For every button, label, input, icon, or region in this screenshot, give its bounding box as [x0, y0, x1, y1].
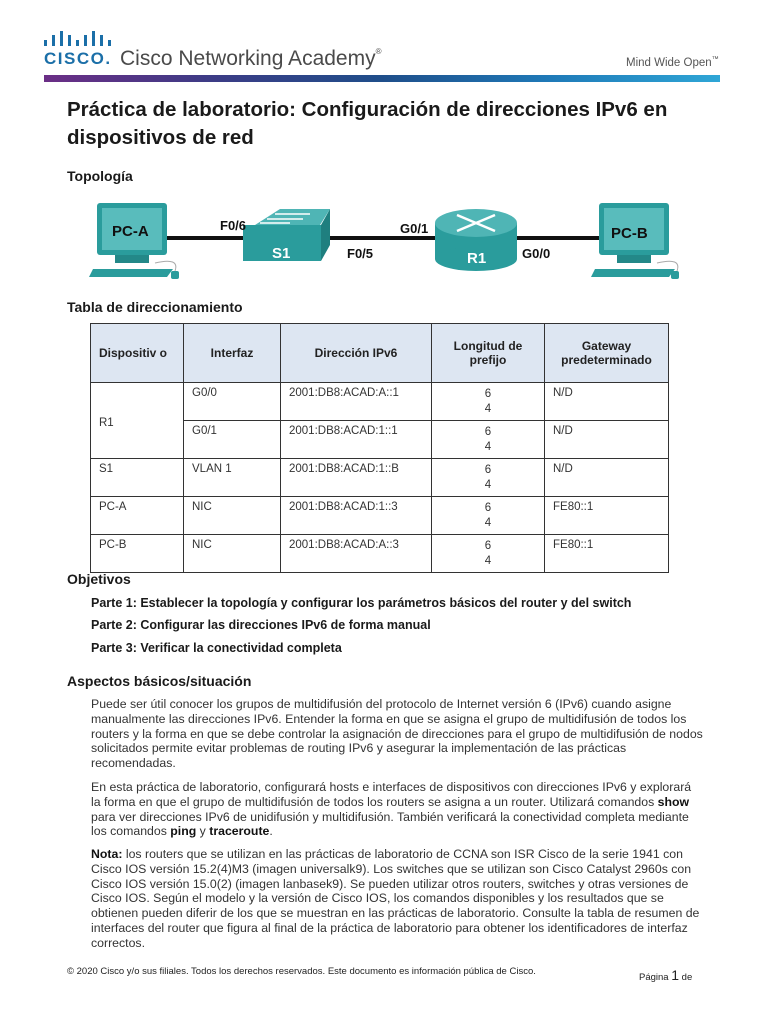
cell-device: R1: [91, 383, 184, 459]
header-gradient-bar: [44, 75, 720, 82]
cell-gateway: FE80::1: [545, 535, 669, 573]
col-device: Dispositiv o: [91, 324, 184, 383]
iface-f0-5: F0/5: [347, 246, 374, 261]
cell-gateway: N/D: [545, 459, 669, 497]
background-heading: Aspectos básicos/situación: [67, 673, 252, 689]
cell-interface: G0/0: [184, 383, 281, 421]
cell-prefix: 6 4: [432, 383, 545, 421]
cell-ipv6: 2001:DB8:ACAD:1::1: [281, 421, 432, 459]
cell-ipv6: 2001:DB8:ACAD:1::B: [281, 459, 432, 497]
cisco-logo-text: CISCO.: [44, 49, 112, 68]
objectives-heading: Objetivos: [67, 571, 131, 587]
tagline: Mind Wide Open™: [626, 56, 719, 69]
document-title: Práctica de laboratorio: Configuración de direcciones IPv6 en dispositivos de red: [67, 98, 668, 149]
objective-item-1: Parte 1: Establecer la topología y configurar los parámetros básicos del router y del switch: [91, 596, 632, 610]
table-row: [91, 459, 669, 497]
col-ipv6: Dirección IPv6: [281, 324, 432, 383]
cell-prefix: 6 4: [432, 497, 545, 535]
cell-prefix: 6 4: [432, 421, 545, 459]
cell-ipv6: 2001:DB8:ACAD:A::1: [281, 383, 432, 421]
col-prefix: Longitud de prefijo: [432, 324, 545, 383]
cell-ipv6: 2001:DB8:ACAD:A::3: [281, 535, 432, 573]
col-interface: Interfaz: [184, 324, 281, 383]
cell-prefix: 6 4: [432, 459, 545, 497]
cell-ipv6: 2001:DB8:ACAD:1::3: [281, 497, 432, 535]
iface-g0-0: G0/0: [522, 246, 551, 261]
pc-a-label: PC-A: [112, 223, 149, 240]
cell-interface: G0/1: [184, 421, 281, 459]
cell-gateway: N/D: [545, 383, 669, 421]
note-paragraph: Nota: los routers que se utilizan en las prácticas de laboratorio de CCNA son ISR Cisco de la serie 1941 con Cisco IOS versión 15.2(4)M3 (imagen universalk9). Los switches que se utilizan son Cisco Catalyst 2960s con Cisco IOS versión 15.0(2) (imagen lanbasek9). Se pueden utilizar otros routers, switches y otras versiones de Cisco IOS. Según el modelo y la versión de Cisco IOS, los comandos disponibles y los resultados que se obtienen pueden diferir de los que se muestran en las prácticas de laboratorio. Consulte la tabla de resumen de interfaces del router que figura al final de la práctica de laboratorio para obtener los identificadores de interfaz correctos.: [91, 847, 700, 950]
cell-device: PC-B: [91, 535, 184, 573]
addressing-table: [90, 323, 669, 573]
objective-item-2: Parte 2: Configurar las direcciones IPv6 de forma manual: [91, 618, 431, 632]
cell-interface: NIC: [184, 535, 281, 573]
topology-diagram: [85, 195, 685, 285]
cell-prefix: 6 4: [432, 535, 545, 573]
cell-interface: NIC: [184, 497, 281, 535]
objective-item-3: Parte 3: Verificar la conectividad completa: [91, 641, 342, 655]
cell-interface: VLAN 1: [184, 459, 281, 497]
table-row: [91, 383, 669, 421]
r1-label: R1: [467, 250, 487, 267]
cell-gateway: FE80::1: [545, 497, 669, 535]
pc-a-icon: [89, 203, 179, 279]
brand-name: Cisco Networking Academy®: [120, 47, 382, 70]
col-gateway: Gateway predeterminado: [545, 324, 669, 383]
table-row: [91, 497, 669, 535]
addressing-table-heading: Tabla de direccionamiento: [67, 299, 243, 315]
footer-copyright: © 2020 Cisco y/o sus filiales. Todos los derechos reservados. Este documento es información pública de Cisco.: [67, 966, 536, 977]
s1-label: S1: [272, 245, 291, 262]
background-paragraph-1: Puede ser útil conocer los grupos de multidifusión del protocolo de Internet versión 6 (IPv6) cuando asigne manualmente las direcciones IPv6. Entender la forma en que se asigna el grupo de multidifusión de todos los routers y la forma en que se debe controlar la asignación de direcciones para el grupo de multidifusión de nodos solicitados permite evitar problemas de routing IPv6 y asegurar la implementación de las prácticas recomendadas.: [91, 697, 703, 771]
iface-f0-6: F0/6: [220, 218, 247, 233]
iface-g0-1: G0/1: [400, 221, 429, 236]
note-label: Nota:: [91, 847, 123, 861]
cisco-logo-bars-icon: [44, 31, 114, 47]
page-number: Página 1 de: [639, 967, 693, 983]
pc-b-label: PC-B: [611, 225, 648, 242]
background-paragraph-2: En esta práctica de laboratorio, configurará hosts e interfaces de dispositivos con direcciones IPv6 y explorará la forma en que el grupo de multidifusión de todos los routers se asigna a un router. Utilizará comandos show para ver direcciones IPv6 de unidifusión y multidifusión. También verificará la conectividad completa mediante los comandos ping y traceroute.: [91, 780, 692, 839]
table-row: [91, 535, 669, 573]
cell-gateway: N/D: [545, 421, 669, 459]
cell-device: S1: [91, 459, 184, 497]
cell-device: PC-A: [91, 497, 184, 535]
topology-heading: Topología: [67, 168, 133, 184]
